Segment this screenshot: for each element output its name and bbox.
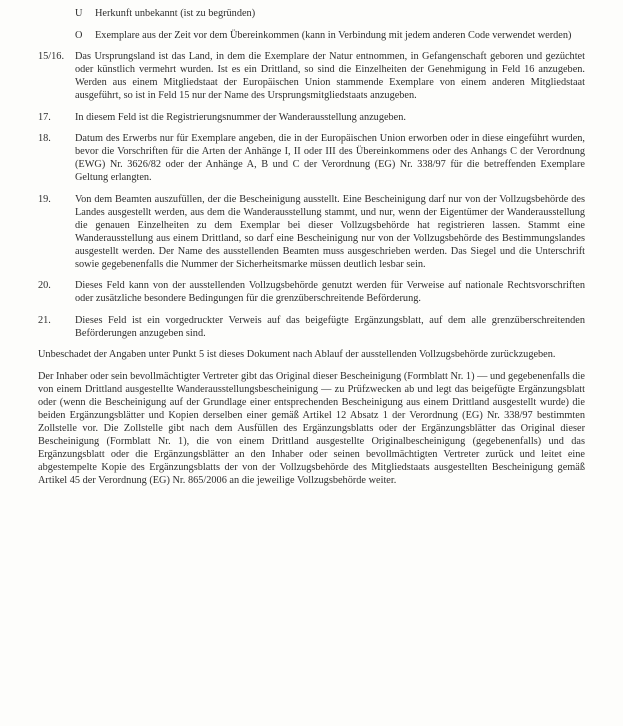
item-text: Dieses Feld ist ein vorgedruckter Verweis auf das beigefügte Ergänzungsblatt, auf dem alle grenzüberschreitenden Beförderungen anzugeben sind. — [75, 314, 585, 339]
code-item-list — [38, 7, 585, 42]
item-text: Das Ursprungsland ist das Land, in dem die Exemplare der Natur entnommen, in Gefangenschaft geboren und gezüchtet oder künstlich vermehrt wurden. Ist es ein Drittland, so sind die Einzelheiten der Genehmigung in Feld 16 anzugeben. Werden aus einem Mitgliedstaat der Europäischen Union stammende Exemplare von einem anderen Mitgliedstaat ausgeführt, so ist in Feld 15 nur der Name des Ursprungsmitgliedstaats anzugeben. — [75, 51, 585, 101]
code-item — [75, 7, 585, 20]
numbered-item-list — [38, 50, 585, 340]
closing-paragraph: Unbeschadet der Angaben unter Punkt 5 ist dieses Dokument nach Ablauf der ausstellenden Vollzugsbehörde zurückzugeben. — [38, 349, 556, 360]
code-description: Herkunft unbekannt (ist zu begründen) — [95, 8, 256, 19]
item-text: Datum des Erwerbs nur für Exemplare angeben, die in der Europäischen Union erworben oder in diese eingeführt wurden, bevor die Vorschriften für die Arten der Anhänge I, II oder III des Übereinkommens oder des Anhangs C der Verordnung (EWG) Nr. 3626/82 oder der Anhänge A, B und C der Verordnung (EG) Nr. 338/97 für die betreffenden Exemplare Geltung erlangten. — [75, 133, 585, 183]
item-number: 17. — [38, 111, 51, 123]
code-item — [75, 29, 585, 42]
closing-paragraph: Der Inhaber oder sein bevollmächtigter Vertreter gibt das Original dieser Bescheinigung (Formblatt Nr. 1) — und gegebenenfalls die von einem Drittland ausgestellte Wanderausstellungsbescheinigung — zu Prüfzwecken ab und legt das beigefügte Ergänzungsblatt oder (wenn die Bescheinigung auf der Grundlage einer entsprechenden Bescheinigung aus einem Drittland ausgestellt wurde) die beiden Ergänzungsblätter und Kopien derselben einer gemäß Artikel 12 Absatz 1 der Verordnung (EG) Nr. 338/97 bestimmten Zollstelle vor. Die Zollstelle gibt nach dem Ausfüllen des Ergänzungsblatts oder der Ergänzungsblätter das Original dieser Bescheinigung (Formblatt Nr. 1), die von einem Drittland ausgestellte Originalbescheinigung (gegebenenfalls) und das Ergänzungsblatt oder die Ergänzungsblätter an den Inhaber oder seinen bevollmächtigten Vertreter zurück und leitet eine abgestempelte Kopie des Ergänzungsblatts der von der Vollzugsbehörde des Mitgliedstaats ausgestellten Bescheinigung gemäß Artikel 45 der Verordnung (EG) Nr. 865/2006 an die jeweilige Vollzugsbehörde weiter. — [38, 370, 585, 486]
numbered-item — [38, 111, 585, 124]
item-number: 18. — [38, 133, 51, 144]
code-letter: U — [75, 8, 83, 19]
item-number: 15/16. — [38, 51, 65, 62]
item-number: 21. — [38, 314, 51, 326]
numbered-item — [38, 50, 585, 102]
item-number: 19. — [38, 193, 51, 205]
numbered-item — [38, 314, 585, 340]
numbered-item — [38, 279, 585, 305]
numbered-item — [38, 193, 585, 271]
item-text: In diesem Feld ist die Registrierungsnummer der Wanderausstellung anzugeben. — [75, 111, 406, 123]
code-description: Exemplare aus der Zeit vor dem Übereinkommen (kann in Verbindung mit jedem anderen Code verwendet werden) — [95, 29, 572, 41]
item-number: 20. — [38, 280, 51, 291]
item-text: Von dem Beamten auszufüllen, der die Bescheinigung ausstellt. Eine Bescheinigung darf nur von der Vollzugsbehörde des Landes ausgestellt werden, aus dem die Wanderausstellung stammt, und nur, wenn der Eigentümer der Wanderausstellung die genauen Einzelheiten zu dem Exemplar bei dieser Vollzugsbehörde hat registrieren lassen. Stammt eine Wanderausstellung aus einem Drittland, so darf eine Bescheinigung nur von der Vollzugsbehörde des Bestimmungslandes ausgestellt werden. Der Name des ausstellenden Beamten muss ausgeschrieben werden. Das Siegel und die Unterschrift sowie gegebenenfalls die Nummer der Sicherheitsmarke müssen deutlich lesbar sein. — [75, 193, 585, 270]
item-text: Dieses Feld kann von der ausstellenden Vollzugsbehörde genutzt werden für Verweise auf nationale Rechtsvorschriften oder zusätzliche besondere Bedingungen für die grenzüberschreitende Beförderung. — [75, 280, 585, 304]
code-letter: O — [75, 29, 83, 41]
numbered-item — [38, 132, 585, 184]
closing-paragraphs — [38, 348, 585, 487]
